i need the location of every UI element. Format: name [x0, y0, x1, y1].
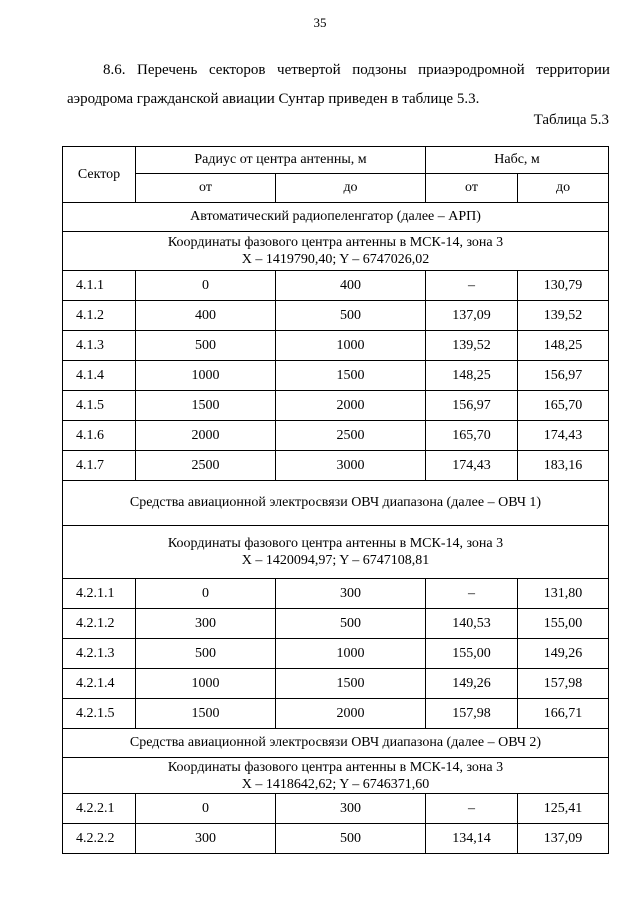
cell-sector: 4.2.2.1 [63, 794, 136, 824]
table-row [63, 271, 609, 301]
cell-habs-from: – [426, 271, 518, 301]
header-radius: Радиус от центра антенны, м [136, 147, 426, 174]
cell-habs-to: 174,43 [518, 421, 609, 451]
cell-radius-from: 2500 [136, 451, 276, 481]
page-number: 35 [313, 15, 327, 30]
cell-radius-to: 500 [276, 609, 426, 639]
cell-radius-to: 300 [276, 579, 426, 609]
table-body [63, 203, 609, 854]
table-row [63, 331, 609, 361]
cell-habs-to: 130,79 [518, 271, 609, 301]
cell-sector: 4.1.2 [63, 301, 136, 331]
cell-radius-from: 1000 [136, 361, 276, 391]
cell-habs-from: – [426, 579, 518, 609]
table-row [63, 301, 609, 331]
cell-habs-to: 165,70 [518, 391, 609, 421]
cell-radius-from: 500 [136, 331, 276, 361]
coordinates-values: X – 1418642,62; Y – 6746371,60 [241, 776, 430, 792]
table-row [63, 451, 609, 481]
cell-radius-from: 0 [136, 579, 276, 609]
cell-radius-from: 1500 [136, 699, 276, 729]
cell-sector: 4.1.5 [63, 391, 136, 421]
coordinates-values: X – 1420094,97; Y – 6747108,81 [241, 553, 430, 568]
cell-radius-to: 1000 [276, 639, 426, 669]
coordinates-caption: Координаты фазового центра антенны в МСК-14, зона 3 [167, 759, 504, 775]
group-coordinates [63, 758, 609, 794]
intro-word: секторов [208, 62, 266, 78]
intro-word: подзоны [352, 62, 407, 78]
cell-habs-from: 155,00 [426, 639, 518, 669]
cell-radius-from: 1000 [136, 669, 276, 699]
cell-sector: 4.2.2.2 [63, 824, 136, 854]
cell-sector: 4.1.3 [63, 331, 136, 361]
group-title: Средства авиационной электросвязи ОВЧ диапазона (далее – ОВЧ 1) [63, 481, 609, 526]
cell-sector: 4.2.1.4 [63, 669, 136, 699]
table-row [63, 361, 609, 391]
cell-habs-from: – [426, 794, 518, 824]
cell-radius-to: 3000 [276, 451, 426, 481]
group-title: Средства авиационной электросвязи ОВЧ диапазона (далее – ОВЧ 2) [63, 729, 609, 758]
cell-habs-to: 149,26 [518, 639, 609, 669]
header-habs-to: до [518, 174, 609, 203]
cell-habs-to: 137,09 [518, 824, 609, 854]
cell-radius-to: 1500 [276, 361, 426, 391]
cell-radius-from: 0 [136, 794, 276, 824]
cell-radius-to: 2000 [276, 391, 426, 421]
cell-radius-to: 2500 [276, 421, 426, 451]
cell-radius-from: 400 [136, 301, 276, 331]
intro-word: территории [536, 62, 610, 78]
table-row [63, 699, 609, 729]
cell-radius-to: 500 [276, 301, 426, 331]
cell-sector: 4.1.7 [63, 451, 136, 481]
cell-radius-to: 500 [276, 824, 426, 854]
cell-radius-to: 1000 [276, 331, 426, 361]
cell-habs-to: 131,80 [518, 579, 609, 609]
cell-sector: 4.2.1.5 [63, 699, 136, 729]
cell-habs-to: 156,97 [518, 361, 609, 391]
cell-habs-to: 183,16 [518, 451, 609, 481]
cell-habs-to: 166,71 [518, 699, 609, 729]
table-row [63, 609, 609, 639]
cell-habs-from: 165,70 [426, 421, 518, 451]
cell-radius-from: 500 [136, 639, 276, 669]
cell-radius-from: 300 [136, 824, 276, 854]
header-habs: Набс, м [426, 147, 609, 174]
cell-habs-from: 134,14 [426, 824, 518, 854]
table-caption: Таблица 5.3 [533, 112, 609, 128]
cell-habs-from: 139,52 [426, 331, 518, 361]
cell-habs-from: 156,97 [426, 391, 518, 421]
table-row [63, 579, 609, 609]
group-coordinates [63, 526, 609, 579]
cell-radius-to: 2000 [276, 699, 426, 729]
cell-radius-from: 1500 [136, 391, 276, 421]
cell-radius-to: 1500 [276, 669, 426, 699]
cell-habs-from: 148,25 [426, 361, 518, 391]
cell-habs-from: 137,09 [426, 301, 518, 331]
cell-habs-to: 125,41 [518, 794, 609, 824]
intro-word: 8.6. [103, 62, 126, 78]
intro-word: приаэродромной [418, 62, 525, 78]
cell-habs-to: 148,25 [518, 331, 609, 361]
coordinates-caption: Координаты фазового центра антенны в МСК-14, зона 3 [167, 235, 504, 250]
group-title: Автоматический радиопеленгатор (далее – АРП) [63, 203, 609, 232]
header-radius-from: от [136, 174, 276, 203]
cell-habs-from: 149,26 [426, 669, 518, 699]
header-sector: Сектор [63, 147, 136, 203]
cell-sector: 4.2.1.2 [63, 609, 136, 639]
intro-word: четвертой [277, 62, 341, 78]
table-row [63, 794, 609, 824]
sectors-table [62, 146, 609, 854]
coordinates-caption: Координаты фазового центра антенны в МСК-14, зона 3 [167, 536, 504, 551]
cell-radius-to: 400 [276, 271, 426, 301]
cell-sector: 4.2.1.3 [63, 639, 136, 669]
cell-radius-from: 300 [136, 609, 276, 639]
table-row [63, 669, 609, 699]
intro-line-1 [67, 56, 610, 85]
coordinates-values: X – 1419790,40; Y – 6747026,02 [241, 252, 430, 267]
cell-habs-to: 155,00 [518, 609, 609, 639]
table-row [63, 639, 609, 669]
table-row [63, 824, 609, 854]
cell-radius-from: 0 [136, 271, 276, 301]
cell-radius-from: 2000 [136, 421, 276, 451]
table-row [63, 421, 609, 451]
cell-sector: 4.1.6 [63, 421, 136, 451]
header-radius-to: до [276, 174, 426, 203]
intro-line-2: аэродрома гражданской авиации Сунтар приведен в таблице 5.3. [67, 91, 480, 107]
cell-habs-to: 157,98 [518, 669, 609, 699]
cell-radius-to: 300 [276, 794, 426, 824]
cell-habs-from: 157,98 [426, 699, 518, 729]
cell-sector: 4.1.4 [63, 361, 136, 391]
cell-habs-to: 139,52 [518, 301, 609, 331]
intro-paragraph [67, 56, 610, 114]
cell-sector: 4.1.1 [63, 271, 136, 301]
cell-habs-from: 174,43 [426, 451, 518, 481]
cell-sector: 4.2.1.1 [63, 579, 136, 609]
group-coordinates [63, 232, 609, 271]
cell-habs-from: 140,53 [426, 609, 518, 639]
header-habs-from: от [426, 174, 518, 203]
intro-word: Перечень [137, 62, 198, 78]
table-row [63, 391, 609, 421]
